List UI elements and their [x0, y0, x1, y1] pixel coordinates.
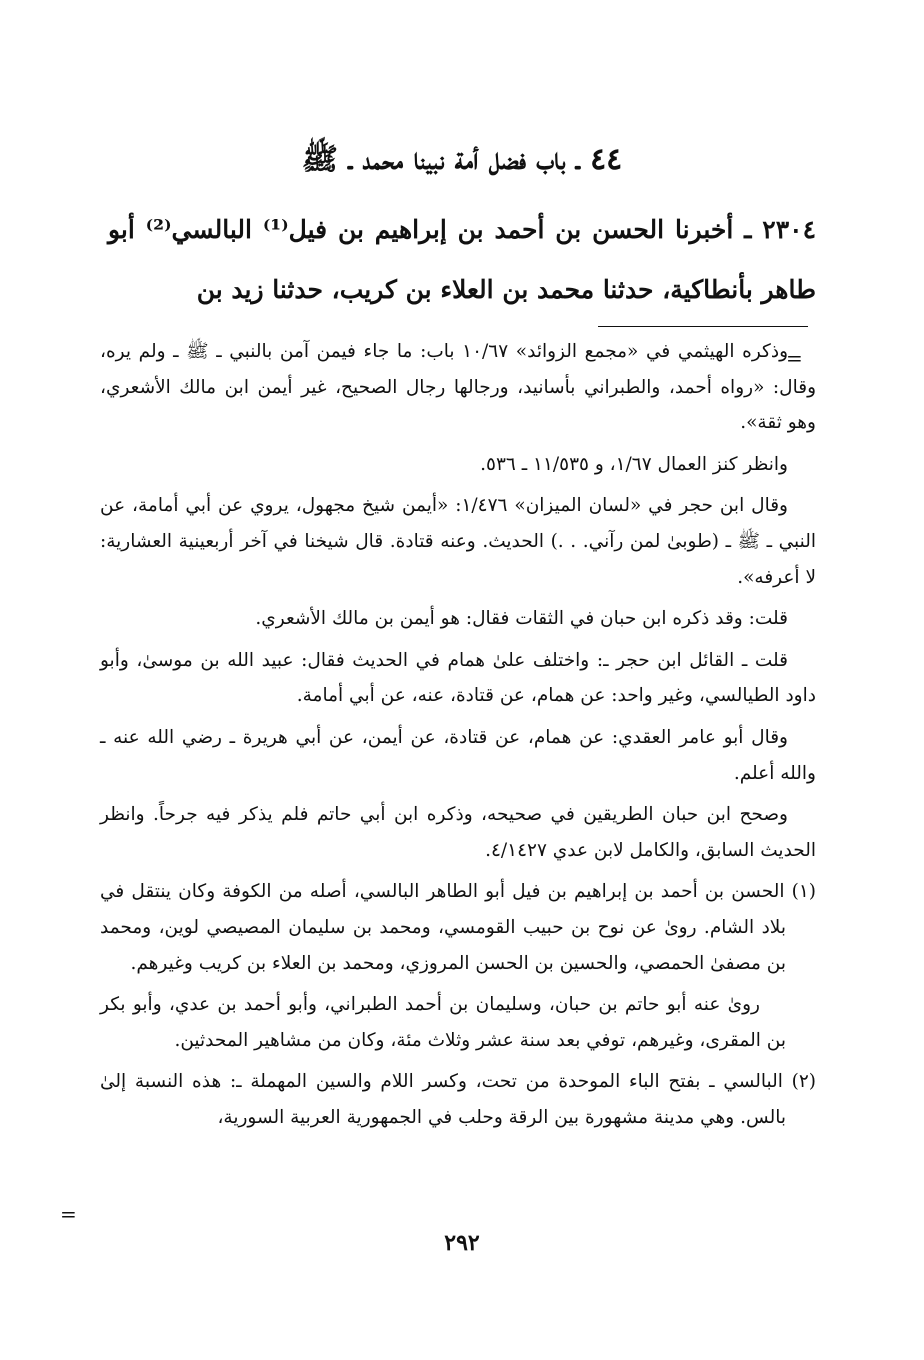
- footnote-carryover-paragraph: وذكره الهيثمي في «مجمع الزوائد» ١٠/٦٧ باب: ما جاء فيمن آمن بالنبي ـ ﷺ ـ ولم يره، وقال: «رواه أحمد، والطبراني بأسانيد، ورجالها رجال الصحيح، غير أيمن ابن مالك الأشعري، وهو ثقة».: [100, 341, 816, 434]
- footnote-carryover-paragraph: قلت: وقد ذكره ابن حبان في الثقات فقال: هو أيمن بن مالك الأشعري.: [255, 608, 788, 630]
- footnote-carryover-paragraph: وصحح ابن حبان الطريقين في صحيحه، وذكره ابن أبي حاتم فلم يذكر فيه جرحاً. وانظر الحديث السابق، والكامل لابن عدي ٤/١٤٢٧.: [100, 804, 816, 861]
- footnote-carryover-paragraph: وقال ابن حجر في «لسان الميزان» ١/٤٧٦: «أيمن شيخ مجهول، يروي عن أبي أمامة، عن النبي ـ ﷺ ـ (طوبىٰ لمن رآني. . .) الحديث. وعنه قتادة. قال شيخنا في آخر أربعينية العشارية: لا أعرفه».: [100, 495, 817, 588]
- footnote-carryover-paragraph: وقال أبو عامر العقدي: عن همام، عن قتادة، عن أيمن، عن أبي هريرة ـ رضي الله عنه ـ والله أعلم.: [100, 726, 816, 784]
- footnote-1-continued: روىٰ عنه أبو حاتم بن حبان، وسليمان بن أحمد الطبراني، وأبو أحمد بن عدي، وأبو بكر بن المقرى، وغيرهم، توفي بعد سنة عشر وثلاث مئة، وكان من مشاهير المحدثين.: [100, 994, 786, 1051]
- chapter-title: ٤٤ ـ باب فضل أمة نبينا محمد ـ ﷺ: [301, 142, 623, 177]
- footnotes-section: [100, 334, 816, 1141]
- page-number: ٢٩٢: [444, 1230, 480, 1256]
- footnote-carryover-paragraph: وانظر كنز العمال ١/٦٧، و ١١/٥٣٥ ـ ٥٣٦.: [480, 453, 788, 475]
- hadith-text: ٢٣٠٤ ـ أخبرنا الحسن بن أحمد بن إبراهيم بن فيل⁽¹⁾ البالسي⁽²⁾ أبو طاهر بأنطاكية، حدثنا محمد بن العلاء بن كريب، حدثنا زيد بن: [108, 215, 816, 304]
- footnote-carryover-paragraph: قلت ـ القائل ابن حجر ـ: واختلف علىٰ همام في الحديث فقال: عبيد الله بن موسىٰ، وأبو داود الطيالسي، وغير واحد: عن همام، عن قتادة، عنه، عن أبي أمامة.: [100, 649, 816, 707]
- footnote-separator: [598, 326, 808, 327]
- continuation-mark-bottom: =: [60, 1202, 77, 1226]
- continuation-mark-top: =: [786, 346, 803, 370]
- footnote-1: (١) الحسن بن أحمد بن إبراهيم بن فيل أبو الطاهر البالسي، أصله من الكوفة وكان ينتقل في بلاد الشام. روىٰ عن نوح بن حبيب القومسي، ومحمد بن سليمان المصيصي لوين، ومحمد بن مصفىٰ الحمصي، والحسين بن الحسن المروزي، ومحمد بن العلاء بن كريب وغيرهم.: [100, 881, 816, 974]
- footnote-2: (٢) البالسي ـ بفتح الباء الموحدة من تحت، وكسر اللام والسين المهملة ـ: هذه النسبة إلىٰ بالس. وهي مدينة مشهورة بين الرقة وحلب في الجمهورية العربية السورية،: [100, 1071, 816, 1128]
